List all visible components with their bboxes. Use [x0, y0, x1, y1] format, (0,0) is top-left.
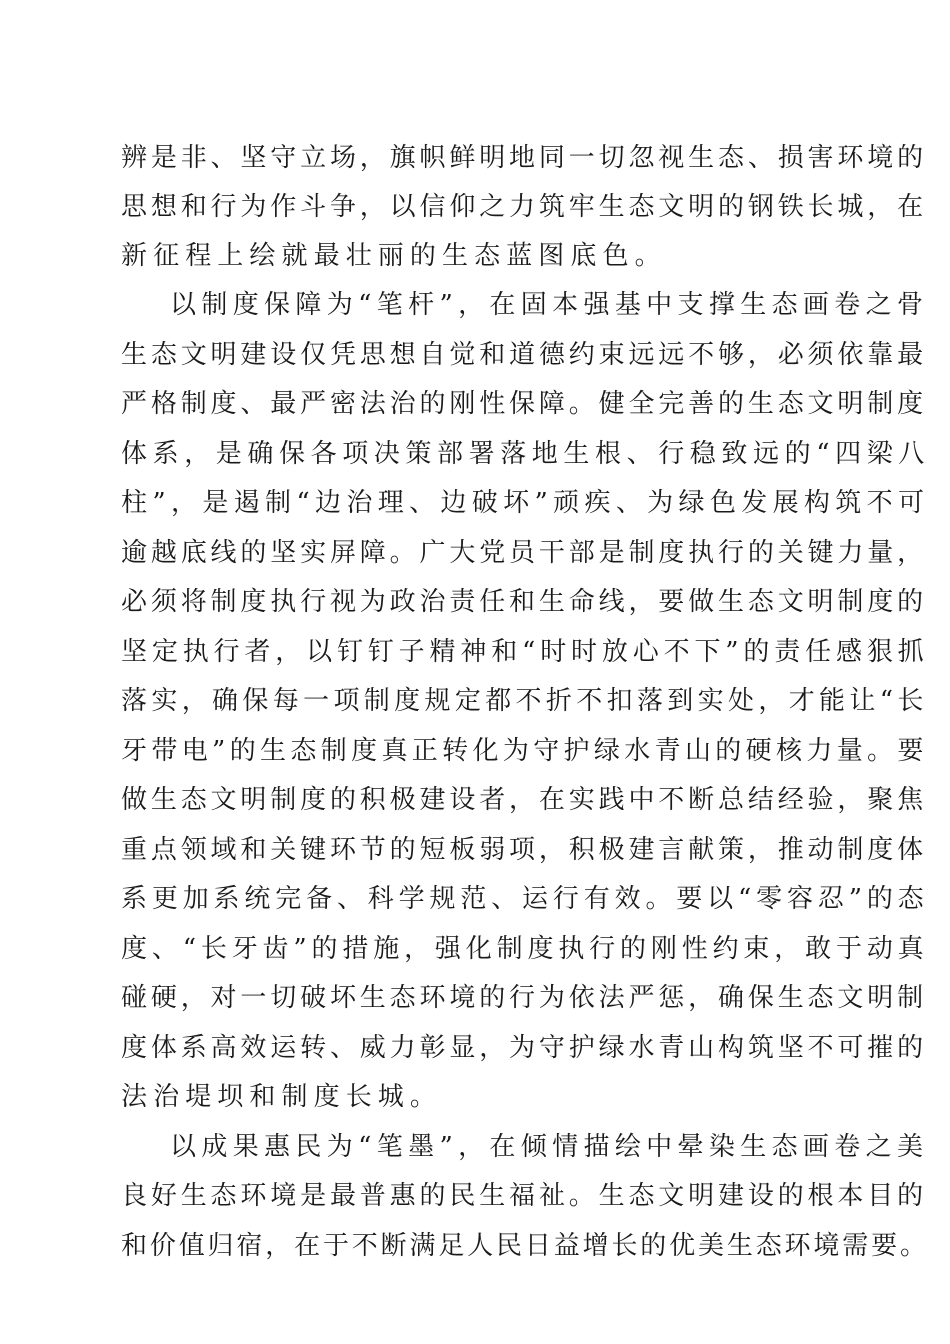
text-line-13: 牙带电”的生态制度真正转化为守护绿水青山的硬核力量。要 — [121, 736, 928, 766]
text-line-7: 体系，是确保各项决策部署落地生根、行稳致远的“四梁八 — [121, 439, 930, 469]
section-heading-institutions: 以制度保障为“笔杆”，在固本强基中支撑生态画卷之骨 — [170, 290, 929, 320]
text-line-8: 柱”，是遏制“边治理、边破坏”顽疾、为绿色发展构筑不可 — [121, 488, 930, 518]
text-line-12: 落实，确保每一项制度规定都不折不扣落到实处，才能让“长 — [121, 686, 928, 716]
text-line-17: 度、“长牙齿”的措施，强化制度执行的刚性约束，敢于动真 — [121, 934, 929, 964]
text-line-16: 系更加系统完备、科学规范、运行有效。要以“零容忍”的态 — [121, 884, 929, 914]
text-line-19: 度体系高效运转、威力彰显，为守护绿水青山构筑坚不可摧的 — [121, 1033, 927, 1063]
text-line-1: 辨是非、坚守立场，旗帜鲜明地同一切忽视生态、损害环境的 — [121, 143, 927, 173]
text-line-18: 碰硬，对一切破坏生态环境的行为依法严惩，确保生态文明制 — [121, 983, 927, 1013]
text-line-3: 新征程上绘就最壮丽的生态蓝图底色。 — [121, 241, 667, 271]
text-line-9: 逾越底线的坚实屏障。广大党员干部是制度执行的关键力量， — [121, 538, 927, 568]
text-line-2: 思想和行为作斗争，以信仰之力筑牢生态文明的钢铁长城，在 — [121, 192, 927, 222]
text-line-15: 重点领域和关键环节的短板弱项，积极建言献策，推动制度体 — [121, 835, 927, 865]
text-line-14: 做生态文明制度的积极建设者，在实践中不断总结经验，聚焦 — [121, 785, 927, 815]
text-line-11: 坚定执行者，以钉钉子精神和“时时放心不下”的责任感狠抓 — [121, 637, 929, 667]
text-line-20: 法治堤坝和制度长城。 — [121, 1082, 443, 1112]
text-line-10: 必须将制度执行视为政治责任和生命线，要做生态文明制度的 — [121, 587, 927, 617]
text-line-5: 生态文明建设仅凭思想自觉和道德约束远远不够，必须依靠最 — [121, 340, 927, 370]
section-heading-benefits: 以成果惠民为“笔墨”，在倾情描绘中晕染生态画卷之美 — [170, 1132, 929, 1162]
text-line-22: 良好生态环境是最普惠的民生福祉。生态文明建设的根本目的 — [121, 1181, 927, 1211]
text-line-23: 和价值归宿，在于不断满足人民日益增长的优美生态环境需要。 — [121, 1231, 929, 1261]
text-line-6: 严格制度、最严密法治的刚性保障。健全完善的生态文明制度 — [121, 389, 927, 419]
